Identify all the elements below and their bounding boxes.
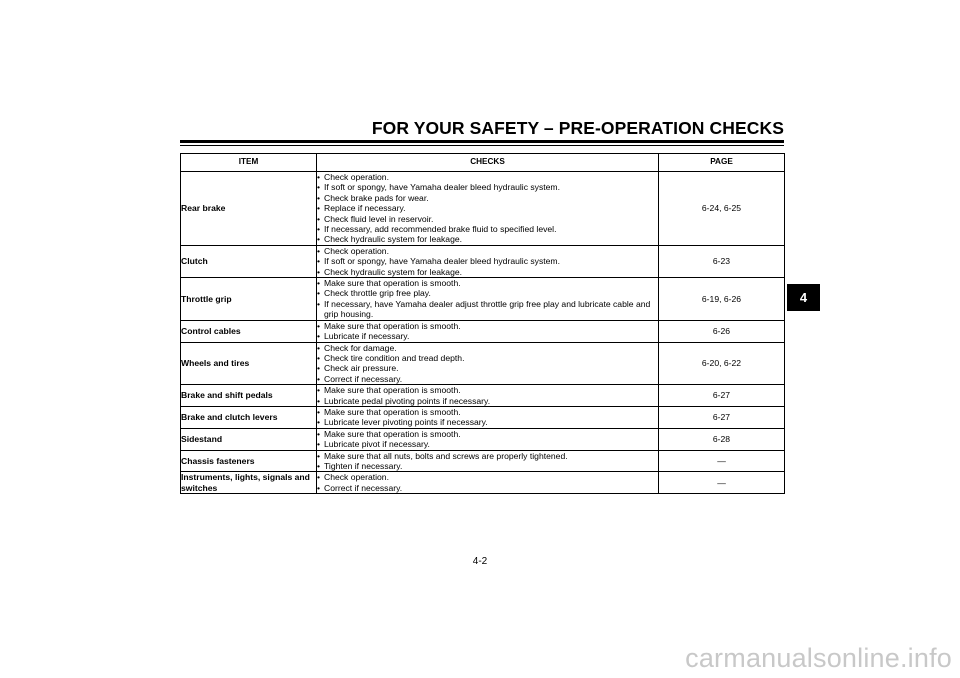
check-item: • If necessary, add recommended brake fluid to specified level. [317, 224, 658, 234]
column-header-page: PAGE [659, 154, 785, 172]
check-item: • Check for damage. [317, 343, 658, 353]
checks-list [317, 172, 658, 245]
checks-cell [317, 172, 659, 246]
table-row [181, 172, 785, 246]
page-ref-cell: 6-27 [659, 406, 785, 428]
check-item: • Check air pressure. [317, 363, 658, 373]
page-ref-cell: 6-24, 6-25 [659, 172, 785, 246]
title-rule-thin [180, 145, 784, 146]
check-item: • Lubricate pedal pivoting points if necessary. [317, 396, 658, 406]
item-cell: Brake and clutch levers [181, 406, 317, 428]
table-row [181, 450, 785, 472]
table-row [181, 278, 785, 321]
checks-list [317, 321, 658, 342]
table-row [181, 406, 785, 428]
checks-list [317, 343, 658, 385]
check-item: • Check hydraulic system for leakage. [317, 234, 658, 244]
checks-cell [317, 342, 659, 385]
item-cell: Instruments, lights, signals and switches [181, 472, 317, 494]
check-item: • Correct if necessary. [317, 483, 658, 493]
checks-cell [317, 320, 659, 342]
checks-list [317, 451, 658, 472]
check-item: • Check fluid level in reservoir. [317, 214, 658, 224]
check-item: • Correct if necessary. [317, 374, 658, 384]
check-item: • Replace if necessary. [317, 203, 658, 213]
checks-cell [317, 450, 659, 472]
item-cell: Rear brake [181, 172, 317, 246]
checks-cell [317, 385, 659, 407]
item-cell: Clutch [181, 245, 317, 277]
page-ref-cell: — [659, 450, 785, 472]
check-item: • If soft or spongy, have Yamaha dealer bleed hydraulic system. [317, 182, 658, 192]
checks-cell [317, 278, 659, 321]
table-header-row [181, 154, 785, 172]
check-item: • Make sure that operation is smooth. [317, 385, 658, 395]
table-row [181, 245, 785, 277]
check-item: • Make sure that all nuts, bolts and screws are properly tightened. [317, 451, 658, 461]
page-number: 4-2 [472, 556, 488, 567]
table-row [181, 472, 785, 494]
pre-operation-checks-table [180, 153, 785, 494]
watermark: carmanualsonline.info [685, 643, 952, 673]
page-ref-cell: 6-23 [659, 245, 785, 277]
page-ref-cell: 6-27 [659, 385, 785, 407]
title-rule-thick [180, 140, 784, 143]
checks-cell [317, 245, 659, 277]
page-ref-cell: — [659, 472, 785, 494]
check-item: • Make sure that operation is smooth. [317, 429, 658, 439]
check-item: • If soft or spongy, have Yamaha dealer bleed hydraulic system. [317, 256, 658, 266]
item-cell: Control cables [181, 320, 317, 342]
item-cell: Chassis fasteners [181, 450, 317, 472]
check-item: • Lubricate if necessary. [317, 331, 658, 341]
checks-cell [317, 428, 659, 450]
section-tab: 4 [787, 284, 820, 311]
check-item: • If necessary, have Yamaha dealer adjust throttle grip free play and lubricate cable and grip housing. [317, 299, 658, 320]
check-item: • Check hydraulic system for leakage. [317, 267, 658, 277]
page-ref-cell: 6-20, 6-22 [659, 342, 785, 385]
checks-list [317, 472, 658, 493]
check-item: • Lubricate lever pivoting points if necessary. [317, 417, 658, 427]
checks-cell [317, 406, 659, 428]
column-header-checks: CHECKS [317, 154, 659, 172]
page-title: FOR YOUR SAFETY – PRE-OPERATION CHECKS [371, 118, 784, 138]
item-cell: Wheels and tires [181, 342, 317, 385]
column-header-item: ITEM [181, 154, 317, 172]
check-item: • Make sure that operation is smooth. [317, 407, 658, 417]
checks-cell [317, 472, 659, 494]
item-cell: Brake and shift pedals [181, 385, 317, 407]
table-row [181, 428, 785, 450]
table-row [181, 342, 785, 385]
checks-list [317, 278, 658, 320]
check-item: • Check tire condition and tread depth. [317, 353, 658, 363]
checks-list [317, 385, 658, 406]
checks-list [317, 246, 658, 277]
check-item: • Make sure that operation is smooth. [317, 321, 658, 331]
check-item: • Check operation. [317, 172, 658, 182]
check-item: • Check brake pads for wear. [317, 193, 658, 203]
page-ref-cell: 6-19, 6-26 [659, 278, 785, 321]
page-ref-cell: 6-28 [659, 428, 785, 450]
item-cell: Sidestand [181, 428, 317, 450]
check-item: • Lubricate pivot if necessary. [317, 439, 658, 449]
page-ref-cell: 6-26 [659, 320, 785, 342]
check-item: • Make sure that operation is smooth. [317, 278, 658, 288]
checks-list [317, 407, 658, 428]
check-item: • Tighten if necessary. [317, 461, 658, 471]
check-item: • Check operation. [317, 472, 658, 482]
table-row [181, 385, 785, 407]
check-item: • Check operation. [317, 246, 658, 256]
table-body [181, 172, 785, 494]
item-cell: Throttle grip [181, 278, 317, 321]
check-item: • Check throttle grip free play. [317, 288, 658, 298]
table-row [181, 320, 785, 342]
checks-list [317, 429, 658, 450]
